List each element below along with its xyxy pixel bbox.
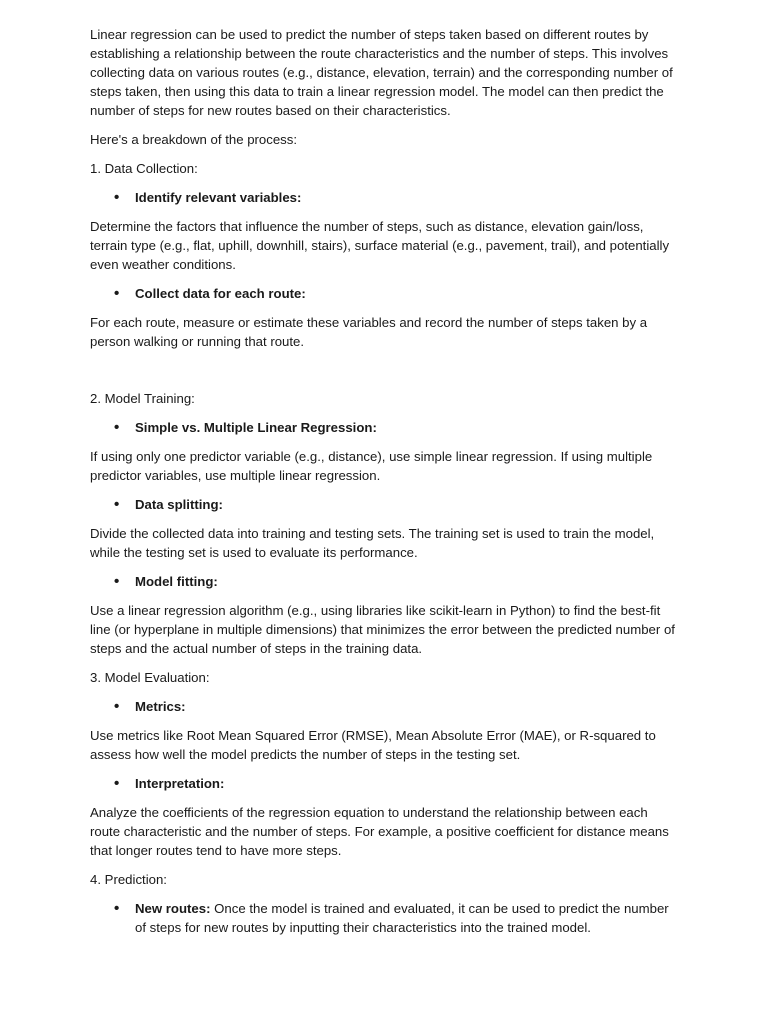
section-heading-model-training: 2. Model Training: xyxy=(90,391,195,406)
breakdown-line: Here's a breakdown of the process: xyxy=(90,132,298,147)
bullet-list xyxy=(90,572,680,591)
bullet-new-routes-text: Once the model is trained and evaluated, it can be used to predict the number of steps for new routes by inputting their characteristics into the trained model. xyxy=(135,901,669,935)
bullet-list xyxy=(90,418,680,437)
bullet-list xyxy=(90,188,680,207)
bullet-interpretation: • Interpretation: xyxy=(90,774,680,793)
bullet-data-splitting: • Data splitting: xyxy=(90,495,680,514)
bullet-list xyxy=(90,899,680,937)
bullet-identify-variables: • Identify relevant variables: xyxy=(90,188,680,207)
paragraph-simple-vs-multiple: If using only one predictor variable (e.g., distance), use simple linear regression. If using multiple predictor variables, use multiple linear regression. xyxy=(90,449,653,483)
bullet-new-routes xyxy=(90,899,680,937)
bullet-list xyxy=(90,284,680,303)
paragraph-identify-variables: Determine the factors that influence the number of steps, such as distance, elevation gain/loss, terrain type (e.g., flat, uphill, downhill, stairs), surface material (e.g., pavement, trail), and potentially even weather conditions. xyxy=(90,219,670,272)
bullet-new-routes-label: New routes: xyxy=(135,901,211,916)
section-heading-prediction: 4. Prediction: xyxy=(90,872,167,887)
bullet-list xyxy=(90,697,680,716)
paragraph-collect-data: For each route, measure or estimate these variables and record the number of steps taken by a person walking or running that route. xyxy=(90,315,648,349)
paragraph-data-splitting: Divide the collected data into training and testing sets. The training set is used to train the model, while the testing set is used to evaluate its performance. xyxy=(90,526,655,560)
paragraph-metrics: Use metrics like Root Mean Squared Error (RMSE), Mean Absolute Error (MAE), or R-squared to assess how well the model predicts the number of steps in the testing set. xyxy=(90,728,656,762)
section-heading-model-evaluation: 3. Model Evaluation: xyxy=(90,670,210,685)
paragraph-interpretation: Analyze the coefficients of the regression equation to understand the relationship between each route characteristic and the number of steps. For example, a positive coefficient for distance means that longer routes tend to have more steps. xyxy=(90,805,669,858)
bullet-model-fitting: • Model fitting: xyxy=(90,572,680,591)
section-heading-data-collection: 1. Data Collection: xyxy=(90,161,198,176)
bullet-simple-vs-multiple: • Simple vs. Multiple Linear Regression: xyxy=(90,418,680,437)
bullet-collect-data: • Collect data for each route: xyxy=(90,284,680,303)
bullet-list xyxy=(90,495,680,514)
intro-paragraph: Linear regression can be used to predict the number of steps taken based on different routes by establishing a relationship between the route characteristics and the number of steps. This involves collecting data on various routes (e.g., distance, elevation, terrain) and the corresponding number of steps taken, then using this data to train a linear regression model. The model can then predict the number of steps for new routes based on their characteristics. xyxy=(90,27,673,118)
paragraph-model-fitting: Use a linear regression algorithm (e.g., using libraries like scikit-learn in Python) to find the best-fit line (or hyperplane in multiple dimensions) that minimizes the error between the predicted number of steps and the actual number of steps in the training data. xyxy=(90,603,675,656)
bullet-list xyxy=(90,774,680,793)
bullet-metrics: • Metrics: xyxy=(90,697,680,716)
